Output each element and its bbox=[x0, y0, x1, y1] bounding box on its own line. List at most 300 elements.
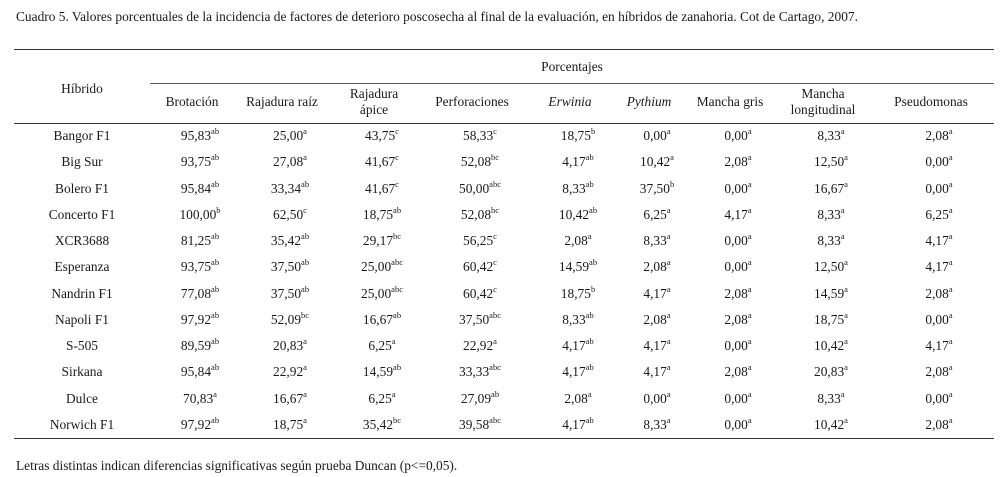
table-cell bbox=[692, 123, 784, 149]
cell-value: 70,83 bbox=[183, 390, 214, 406]
hybrid-name: Norwich F1 bbox=[49, 416, 115, 432]
table-row bbox=[14, 176, 994, 202]
table-row bbox=[14, 386, 994, 412]
column-header-3: Rajadura ápice bbox=[349, 86, 399, 117]
cell-value: 22,92 bbox=[463, 338, 494, 353]
table-cell bbox=[241, 202, 339, 228]
cell-value: 0,00 bbox=[724, 259, 748, 275]
table-cell bbox=[241, 149, 339, 175]
table-cell bbox=[241, 307, 339, 333]
significance-letters: ab bbox=[585, 362, 594, 373]
table-cell bbox=[782, 281, 880, 307]
column-header-6: Pythium bbox=[626, 94, 672, 109]
cell-value: 6,25 bbox=[368, 338, 392, 353]
cell-value: 33,33 bbox=[459, 364, 490, 380]
cell-value: 52,08 bbox=[460, 206, 492, 222]
significance-letters: a bbox=[948, 257, 953, 268]
cell-value: 0,00 bbox=[724, 233, 748, 248]
table-cell bbox=[339, 307, 425, 333]
significance-letters: ab bbox=[211, 336, 220, 346]
hybrid-name: Nandrin F1 bbox=[51, 285, 113, 301]
significance-letters: c bbox=[303, 204, 307, 215]
table-cell bbox=[157, 123, 243, 149]
cell-value: 20,83 bbox=[814, 364, 845, 380]
significance-letters: a bbox=[747, 204, 752, 215]
table-cell bbox=[157, 228, 243, 254]
significance-letters: a bbox=[666, 336, 671, 346]
significance-letters: ab bbox=[491, 388, 500, 399]
cell-value: 2,08 bbox=[643, 259, 667, 275]
cell-value: 4,17 bbox=[562, 338, 586, 353]
cell-value: 0,00 bbox=[724, 390, 748, 406]
cell-value: 93,75 bbox=[180, 154, 212, 170]
significance-letters: ab bbox=[211, 362, 220, 373]
cell-value: 4,17 bbox=[562, 154, 586, 170]
significance-letters: ab bbox=[585, 336, 594, 346]
hybrid-name: S-505 bbox=[66, 338, 98, 353]
cell-value: 0,00 bbox=[724, 128, 748, 143]
significance-letters: a bbox=[303, 152, 307, 163]
row-label-header: Híbrido bbox=[61, 81, 103, 96]
significance-letters: a bbox=[666, 309, 671, 320]
significance-letters: ab bbox=[211, 152, 220, 163]
table-cell bbox=[621, 254, 693, 280]
significance-letters: a bbox=[747, 388, 752, 399]
table-cell bbox=[241, 333, 339, 359]
table-cell bbox=[782, 176, 880, 202]
significance-letters: a bbox=[948, 152, 953, 163]
table-cell bbox=[533, 281, 623, 307]
significance-letters: ab bbox=[585, 414, 594, 425]
table-top-rule bbox=[14, 49, 994, 50]
cell-value: 12,50 bbox=[814, 154, 845, 170]
significance-letters: a bbox=[391, 336, 396, 346]
table-row bbox=[14, 202, 994, 228]
cell-value: 95,84 bbox=[180, 364, 212, 380]
cell-value: 77,08 bbox=[180, 285, 212, 301]
significance-letters: a bbox=[948, 309, 953, 320]
table-cell bbox=[533, 386, 623, 412]
significance-letters: ab bbox=[585, 152, 594, 163]
table-cell bbox=[782, 412, 880, 438]
significance-letters: a bbox=[844, 336, 848, 346]
cell-value: 14,59 bbox=[814, 285, 845, 301]
significance-letters: ab bbox=[211, 126, 220, 136]
cell-value: 8,33 bbox=[562, 180, 586, 196]
significance-letters: bc bbox=[393, 414, 402, 425]
significance-letters: a bbox=[493, 336, 497, 346]
table-cell bbox=[782, 254, 880, 280]
cell-value: 97,92 bbox=[180, 416, 212, 432]
cell-value: 81,25 bbox=[180, 233, 212, 248]
significance-letters: a bbox=[666, 231, 671, 241]
cell-value: 35,42 bbox=[270, 233, 302, 248]
cell-value: 2,08 bbox=[643, 311, 667, 327]
table-cell bbox=[885, 333, 993, 359]
cell-value: 22,92 bbox=[273, 364, 304, 380]
cell-value: 4,17 bbox=[925, 259, 949, 275]
table-cell bbox=[428, 228, 532, 254]
table-cell bbox=[533, 123, 623, 149]
cell-value: 50,00 bbox=[459, 180, 490, 196]
table-cell bbox=[885, 254, 993, 280]
cell-value: 0,00 bbox=[643, 128, 667, 143]
cell-value: 95,84 bbox=[180, 180, 212, 196]
table-cell bbox=[782, 333, 880, 359]
hybrid-name: Sirkana bbox=[61, 364, 103, 380]
table-cell bbox=[885, 228, 993, 254]
cell-value: 8,33 bbox=[817, 233, 841, 248]
table-row bbox=[14, 359, 994, 385]
significance-letters: b bbox=[216, 204, 221, 215]
cell-value: 4,17 bbox=[643, 338, 667, 353]
significance-letters: a bbox=[840, 231, 845, 241]
significance-letters: a bbox=[844, 257, 848, 268]
table-cell bbox=[692, 254, 784, 280]
column-header-2: Rajadura raíz bbox=[246, 94, 318, 109]
cell-value: 43,75 bbox=[365, 128, 396, 143]
column-header-1: Brotación bbox=[165, 94, 219, 109]
cell-value: 18,75 bbox=[814, 311, 845, 327]
table-row bbox=[14, 412, 994, 438]
table-cell bbox=[621, 202, 693, 228]
cell-value: 6,25 bbox=[925, 206, 949, 222]
significance-letters: bc bbox=[491, 204, 500, 215]
cell-value: 0,00 bbox=[643, 390, 667, 406]
significance-letters: a bbox=[666, 414, 671, 425]
significance-letters: ab bbox=[301, 231, 310, 241]
significance-letters: ab bbox=[211, 283, 220, 294]
hybrid-name: Dulce bbox=[66, 390, 98, 406]
cell-value: 2,08 bbox=[564, 233, 588, 248]
table-cell bbox=[339, 386, 425, 412]
significance-letters: a bbox=[666, 126, 671, 136]
cell-value: 4,17 bbox=[925, 233, 949, 248]
table-cell bbox=[339, 123, 425, 149]
table-cell bbox=[782, 307, 880, 333]
table-cell bbox=[533, 149, 623, 175]
cell-value: 2,08 bbox=[925, 416, 949, 432]
significance-letters: a bbox=[391, 388, 396, 399]
significance-letters: a bbox=[666, 362, 671, 373]
table-cell bbox=[533, 307, 623, 333]
cell-value: 37,50 bbox=[270, 285, 302, 301]
cell-value: 52,08 bbox=[460, 154, 492, 170]
table-cell bbox=[885, 412, 993, 438]
cell-value: 16,67 bbox=[814, 180, 845, 196]
significance-letters: a bbox=[844, 178, 848, 189]
significance-letters: a bbox=[844, 152, 848, 163]
significance-letters: a bbox=[587, 388, 592, 399]
table-cell bbox=[782, 149, 880, 175]
table-cell bbox=[692, 176, 784, 202]
cell-value: 12,50 bbox=[814, 259, 845, 275]
table-cell bbox=[157, 307, 243, 333]
table-cell bbox=[621, 359, 693, 385]
significance-letters: a bbox=[213, 388, 217, 399]
table-cell bbox=[692, 281, 784, 307]
significance-letters: b bbox=[590, 283, 596, 294]
table-cell bbox=[428, 359, 532, 385]
table-cell bbox=[533, 333, 623, 359]
significance-letters: ab bbox=[301, 257, 310, 268]
table-cell bbox=[533, 412, 623, 438]
table-cell bbox=[621, 228, 693, 254]
significance-letters: abc bbox=[489, 362, 501, 373]
significance-letters: a bbox=[840, 204, 845, 215]
cell-value: 4,17 bbox=[925, 338, 949, 353]
column-header-4: Perforaciones bbox=[435, 94, 509, 109]
significance-letters: ab bbox=[589, 257, 598, 268]
significance-letters: ab bbox=[211, 231, 220, 241]
significance-letters: ab bbox=[585, 178, 594, 189]
table-cell bbox=[241, 359, 339, 385]
cell-value: 6,25 bbox=[368, 390, 392, 406]
cell-value: 6,25 bbox=[643, 206, 667, 222]
significance-letters: a bbox=[844, 414, 848, 425]
hybrid-name: Esperanza bbox=[54, 259, 110, 275]
table-cell bbox=[157, 412, 243, 438]
significance-letters: a bbox=[948, 231, 953, 241]
hybrid-name: Concerto F1 bbox=[48, 206, 116, 222]
table-cell bbox=[533, 359, 623, 385]
significance-letters: ab bbox=[589, 204, 598, 215]
table-cell bbox=[782, 359, 880, 385]
column-header-5: Erwinia bbox=[548, 94, 592, 109]
significance-letters: a bbox=[948, 283, 953, 294]
table-cell bbox=[428, 176, 532, 202]
significance-letters: a bbox=[587, 231, 592, 241]
significance-letters: ab bbox=[211, 178, 220, 189]
significance-letters: c bbox=[493, 231, 497, 241]
hybrid-name: Big Sur bbox=[61, 154, 103, 170]
cell-value: 2,08 bbox=[724, 154, 748, 170]
table-cell bbox=[885, 281, 993, 307]
significance-letters: a bbox=[948, 204, 953, 215]
significance-letters: a bbox=[844, 362, 848, 373]
cell-value: 8,33 bbox=[817, 128, 841, 143]
significance-letters: c bbox=[493, 126, 497, 136]
cell-value: 10,42 bbox=[558, 206, 590, 222]
table-cell bbox=[533, 202, 623, 228]
table-cell bbox=[428, 123, 532, 149]
cell-value: 0,00 bbox=[724, 416, 748, 432]
table-cell bbox=[241, 123, 339, 149]
table-cell bbox=[885, 176, 993, 202]
table-caption: Cuadro 5. Valores porcentuales de la incidencia de factores de deterioro poscosecha al final de la evaluación, en híbridos de zanahoria. Cot de Cartago, 2007. bbox=[16, 9, 858, 24]
hybrid-name: Bangor F1 bbox=[53, 128, 111, 143]
cell-value: 52,09 bbox=[270, 311, 302, 327]
significance-letters: abc bbox=[391, 257, 403, 268]
cell-value: 20,83 bbox=[273, 338, 304, 353]
cell-value: 8,33 bbox=[817, 390, 841, 406]
table-cell bbox=[428, 254, 532, 280]
significance-letters: a bbox=[948, 414, 953, 425]
cell-value: 18,75 bbox=[273, 416, 304, 432]
table-cell bbox=[692, 386, 784, 412]
cell-value: 0,00 bbox=[925, 311, 949, 327]
significance-letters: a bbox=[303, 362, 307, 373]
table-row bbox=[14, 149, 994, 175]
table-row bbox=[14, 254, 994, 280]
cell-value: 95,83 bbox=[180, 128, 212, 143]
table-cell bbox=[241, 254, 339, 280]
table-cell bbox=[339, 359, 425, 385]
cell-value: 4,17 bbox=[643, 285, 667, 301]
cell-value: 8,33 bbox=[643, 416, 667, 432]
column-header-7: Mancha gris bbox=[696, 94, 764, 109]
table-cell bbox=[621, 149, 693, 175]
table-cell bbox=[885, 386, 993, 412]
table-cell bbox=[692, 149, 784, 175]
table-cell bbox=[339, 281, 425, 307]
table-row bbox=[14, 307, 994, 333]
table-cell bbox=[241, 386, 339, 412]
table-cell bbox=[885, 359, 993, 385]
table-cell bbox=[692, 228, 784, 254]
cell-value: 10,42 bbox=[814, 338, 845, 353]
cell-value: 10,42 bbox=[814, 416, 845, 432]
table-cell bbox=[885, 202, 993, 228]
cell-value: 8,33 bbox=[817, 206, 841, 222]
column-header-8: Mancha longitudinal bbox=[790, 86, 856, 117]
hybrid-name: XCR3688 bbox=[54, 233, 110, 248]
table-cell bbox=[339, 149, 425, 175]
table-cell bbox=[339, 228, 425, 254]
table-cell bbox=[621, 333, 693, 359]
table-footnote: Letras distintas indican diferencias significativas según prueba Duncan (p<=0,05). bbox=[16, 458, 458, 473]
significance-letters: b bbox=[669, 178, 675, 189]
table-cell bbox=[428, 333, 532, 359]
cell-value: 62,50 bbox=[273, 206, 304, 222]
table-cell bbox=[339, 202, 425, 228]
significance-letters: bc bbox=[393, 231, 402, 241]
cell-value: 14,59 bbox=[362, 364, 394, 380]
cell-value: 27,08 bbox=[273, 154, 304, 170]
table-cell bbox=[339, 254, 425, 280]
significance-letters: a bbox=[747, 126, 752, 136]
significance-letters: abc bbox=[489, 414, 501, 425]
cell-value: 4,17 bbox=[562, 364, 586, 380]
cell-value: 0,00 bbox=[724, 180, 748, 196]
significance-letters: a bbox=[840, 388, 845, 399]
cell-value: 2,08 bbox=[724, 311, 748, 327]
significance-letters: bc bbox=[301, 309, 310, 320]
table-cell bbox=[428, 412, 532, 438]
significance-letters: a bbox=[747, 283, 752, 294]
significance-letters: ab bbox=[301, 178, 310, 189]
significance-letters: ab bbox=[585, 309, 594, 320]
cell-value: 60,42 bbox=[463, 285, 494, 301]
significance-letters: a bbox=[948, 178, 953, 189]
table-cell bbox=[157, 176, 243, 202]
significance-letters: a bbox=[666, 204, 671, 215]
cell-value: 37,50 bbox=[459, 311, 490, 327]
cell-value: 0,00 bbox=[724, 338, 748, 353]
significance-letters: a bbox=[747, 152, 752, 163]
cell-value: 58,33 bbox=[463, 128, 494, 143]
cell-value: 89,59 bbox=[180, 338, 212, 353]
significance-letters: abc bbox=[489, 178, 501, 189]
cell-value: 97,92 bbox=[180, 311, 212, 327]
cell-value: 2,08 bbox=[925, 128, 949, 143]
table-cell bbox=[692, 412, 784, 438]
significance-letters: c bbox=[395, 152, 399, 163]
cell-value: 16,67 bbox=[273, 390, 304, 406]
column-header-9: Pseudomonas bbox=[894, 94, 968, 109]
cell-value: 4,17 bbox=[562, 416, 586, 432]
significance-letters: b bbox=[590, 126, 596, 136]
table-cell bbox=[428, 386, 532, 412]
significance-letters: a bbox=[948, 388, 953, 399]
cell-value: 2,08 bbox=[925, 364, 949, 380]
cell-value: 33,34 bbox=[270, 180, 302, 196]
table-bottom-rule bbox=[14, 438, 994, 439]
table-cell bbox=[885, 307, 993, 333]
table-row bbox=[14, 123, 994, 149]
table-cell bbox=[782, 228, 880, 254]
table-cell bbox=[692, 333, 784, 359]
table-cell bbox=[533, 254, 623, 280]
significance-letters: bc bbox=[491, 152, 500, 163]
cell-value: 29,17 bbox=[362, 233, 394, 248]
significance-letters: a bbox=[303, 414, 307, 425]
cell-value: 14,59 bbox=[558, 259, 590, 275]
table-cell bbox=[428, 307, 532, 333]
cell-value: 4,17 bbox=[643, 364, 667, 380]
table-cell bbox=[157, 254, 243, 280]
significance-letters: a bbox=[747, 414, 752, 425]
table-cell bbox=[157, 202, 243, 228]
significance-letters: a bbox=[666, 283, 671, 294]
significance-letters: a bbox=[747, 336, 752, 346]
significance-letters: ab bbox=[393, 362, 402, 373]
significance-letters: ab bbox=[301, 283, 310, 294]
cell-value: 25,00 bbox=[273, 128, 304, 143]
significance-letters: ab bbox=[393, 204, 402, 215]
cell-value: 8,33 bbox=[562, 311, 586, 327]
table-cell bbox=[621, 176, 693, 202]
significance-letters: a bbox=[747, 178, 752, 189]
table-cell bbox=[533, 176, 623, 202]
table-cell bbox=[157, 359, 243, 385]
cell-value: 16,67 bbox=[362, 311, 394, 327]
table-cell bbox=[241, 176, 339, 202]
significance-letters: a bbox=[747, 257, 752, 268]
table-cell bbox=[621, 281, 693, 307]
table-cell bbox=[428, 281, 532, 307]
significance-letters: abc bbox=[489, 309, 501, 320]
cell-value: 100,00 bbox=[179, 206, 217, 222]
cell-value: 2,08 bbox=[925, 285, 949, 301]
cell-value: 60,42 bbox=[463, 259, 494, 275]
significance-letters: c bbox=[493, 283, 497, 294]
cell-value: 4,17 bbox=[724, 206, 748, 222]
table-cell bbox=[621, 412, 693, 438]
table-cell bbox=[339, 412, 425, 438]
significance-letters: a bbox=[303, 126, 307, 136]
significance-letters: c bbox=[395, 126, 399, 136]
table-cell bbox=[157, 333, 243, 359]
table-cell bbox=[428, 202, 532, 228]
table-cell bbox=[428, 149, 532, 175]
table-cell bbox=[241, 281, 339, 307]
table-cell bbox=[157, 149, 243, 175]
cell-value: 18,75 bbox=[560, 285, 591, 301]
significance-letters: a bbox=[670, 152, 674, 163]
significance-letters: c bbox=[395, 178, 399, 189]
cell-value: 93,75 bbox=[180, 259, 212, 275]
